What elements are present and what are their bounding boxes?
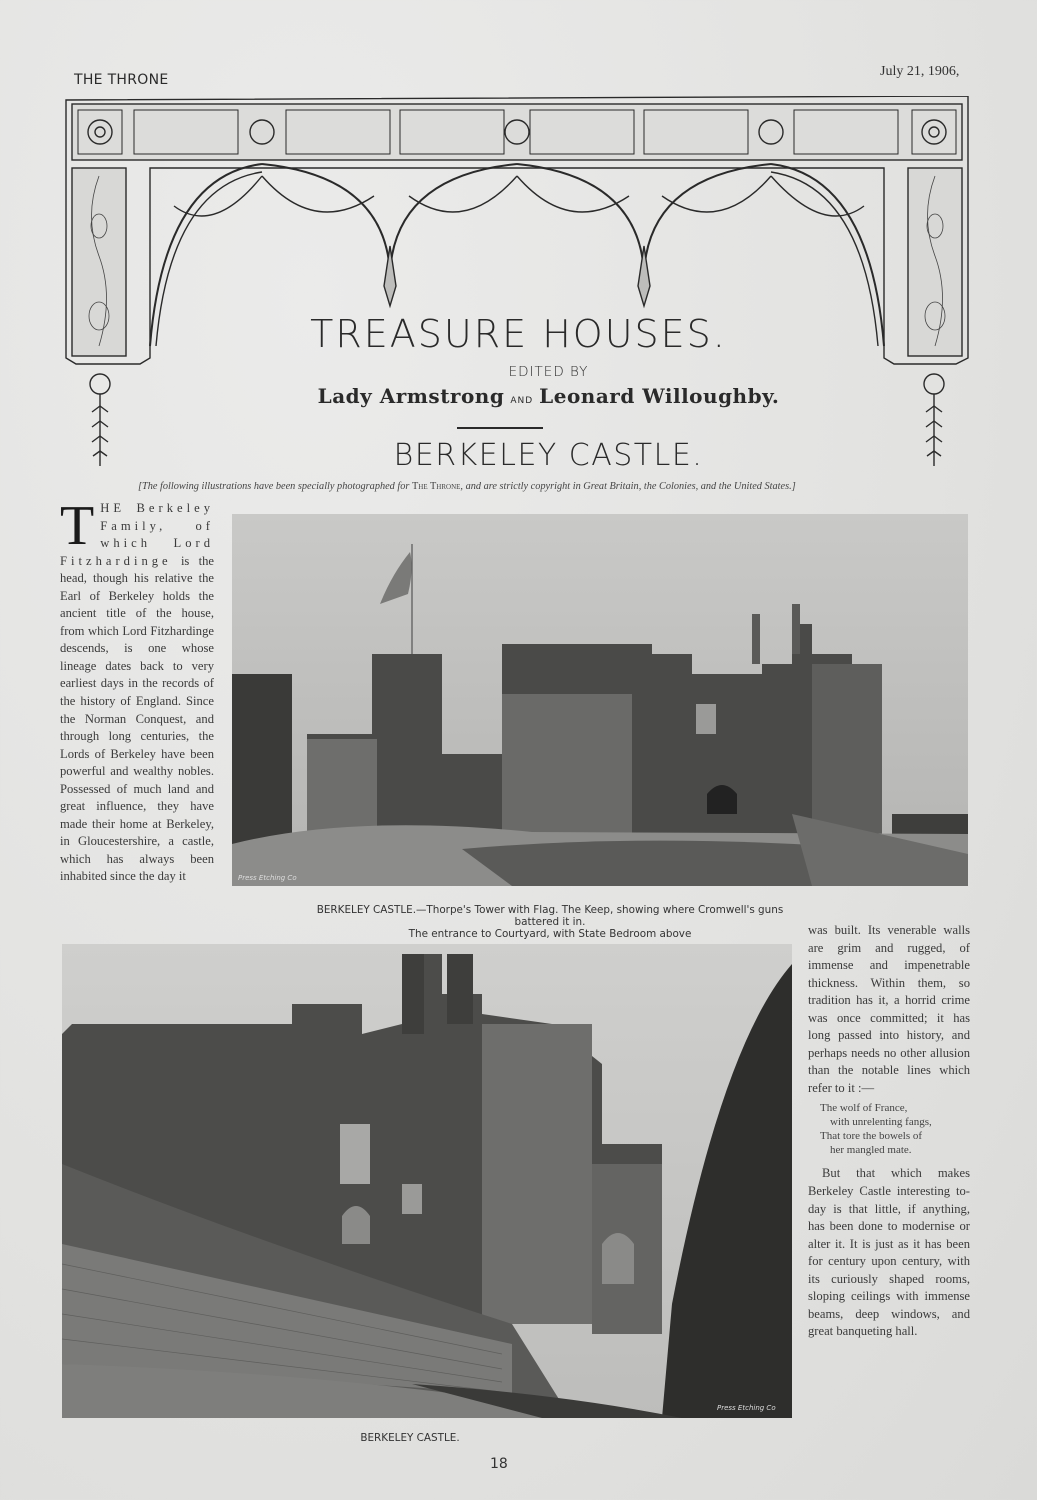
article-title: BERKELEY CASTLE. <box>393 438 704 473</box>
copyright-text-start: [The following illustrations have been specially photographed for <box>138 481 412 492</box>
figure-1-caption-line-1: BERKELEY CASTLE.—Thorpe's Tower with Flag. The Keep, showing where Cromwell's guns battered it in. <box>316 904 784 928</box>
publication-name: THE THRONE <box>74 72 169 88</box>
verse-line-3: That tore the bowels of <box>820 1130 923 1143</box>
photo-credit-1: Press Etching Co <box>238 874 297 882</box>
verse-line-1: The wolf of France, <box>820 1102 908 1115</box>
page-number: 18 <box>490 1456 508 1472</box>
figure-1-caption <box>300 904 800 940</box>
castle-walls-photo <box>62 944 792 1418</box>
figure-1-caption-line-2: The entrance to Courtyard, with State Bedroom above <box>408 928 692 940</box>
editor-2: Leonard Willoughby. <box>539 384 780 408</box>
and-label: AND <box>510 396 534 406</box>
copyright-text-end: , and are strictly copyright in Great Britain, the Colonies, and the United States.] <box>460 481 796 492</box>
verse-quote <box>820 1101 970 1157</box>
copyright-publication: The Throne <box>412 481 461 492</box>
issue-date: July 21, 1906, <box>880 64 960 79</box>
right-column-paragraph-1: was built. Its venerable walls are grim and rugged, of immense and impenetrable thickness. Within them, so tradition has it, a horrid crime was once committed; it has long passed into history, and perhaps needs no other allusion than the notable lines which refer to it :— <box>808 923 970 1095</box>
editor-1: Lady Armstrong <box>317 384 505 408</box>
title-divider <box>457 427 543 429</box>
drop-cap: T <box>60 495 95 557</box>
left-text-column <box>60 495 214 886</box>
verse-line-4: her mangled mate. <box>830 1144 912 1157</box>
castle-courtyard-photo <box>232 514 968 886</box>
figure-2-caption: BERKELEY CASTLE. <box>360 1432 460 1444</box>
left-column-text: is the head, though his relative the Earl of Berkeley holds the ancient title of the house, from which Lord Fitzhardinge descends, is one whose lineage dates back to very earliest days in the records of the history of England. Since the Norman Conquest, and through long centuries, the Lords of Berkeley have been powerful and wealthy nobles. Possessed of much land and great influence, they have made their home at Berkeley, in Gloucestershire, a castle, which has always been inhabited since the day it <box>60 553 214 884</box>
editors-line <box>30 384 1037 408</box>
ornamental-header-frame <box>64 96 970 476</box>
copyright-notice <box>138 481 898 492</box>
opening-text: HE Berkeley Family, of which Lord Fitzhardinge <box>60 501 214 568</box>
verse-line-2: with unrelenting fangs, <box>830 1116 932 1129</box>
ornament-border-icon <box>64 96 970 476</box>
edited-by-label: EDITED BY <box>508 364 589 380</box>
series-title: TREASURE HOUSES. <box>310 312 727 356</box>
photo-credit-2: Press Etching Co <box>717 1404 776 1412</box>
right-column-paragraph-2: But that which makes Berkeley Castle interesting to-day is that little, if anything, has been done to modernise or alter it. It is just as it has been for century upon century, with its curiously shaped rooms, sloping ceilings with immense beams, deep windows, and great banqueting hall. <box>808 1166 970 1339</box>
right-text-column <box>808 922 970 1341</box>
